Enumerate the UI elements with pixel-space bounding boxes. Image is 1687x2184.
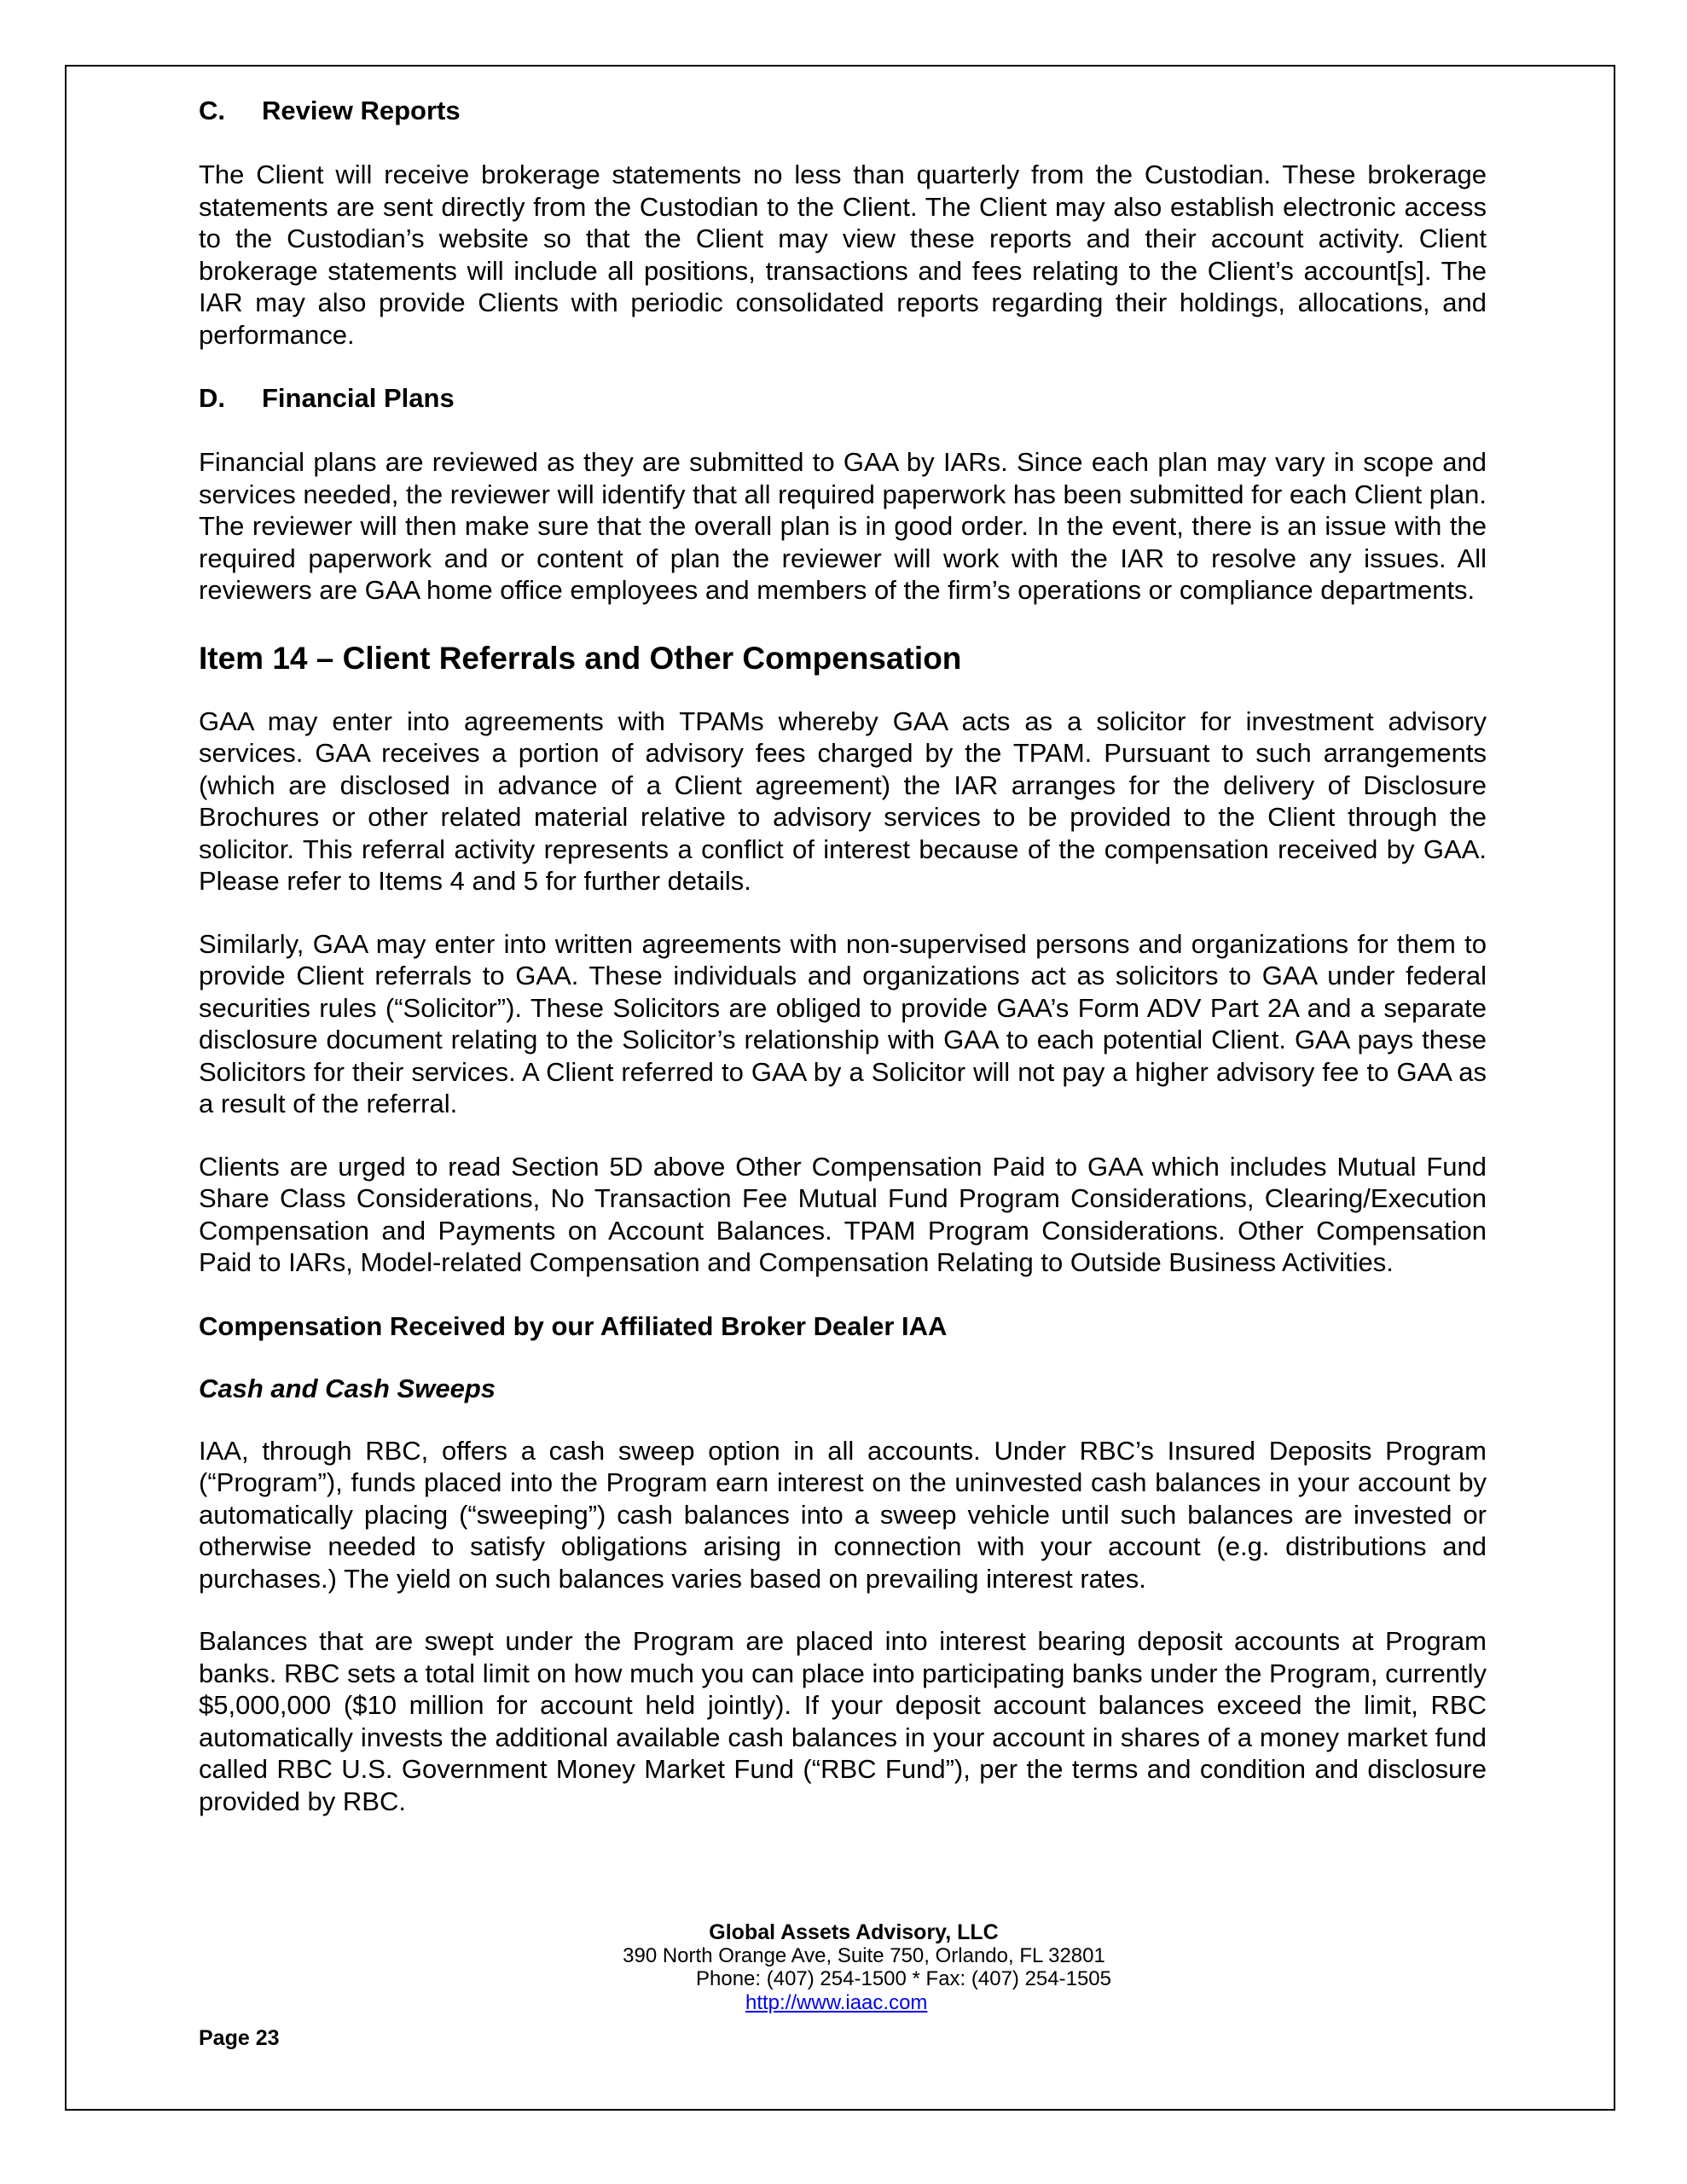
cash-sweeps-paragraph-1: IAA, through RBC, offers a cash sweep option in all accounts. Under RBC’s Insured Deposits Program (“Program”), funds placed into the Program earn interest on the uninvested cash balances in your account by automatically placing (“sweeping”) cash balances into a sweep vehicle until such balances are invested or otherwise needed to satisfy obligations arising in connection with your account (e.g. distributions and purchases.) The yield on such balances varies based on prevailing interest rates. <box>199 1435 1487 1594</box>
section-heading-financial-plans <box>199 381 1487 415</box>
footer-company-name: Global Assets Advisory, LLC <box>709 1920 999 1944</box>
footer-address: 390 North Orange Ave, Suite 750, Orlando, FL 32801 <box>623 1944 1105 1967</box>
referrals-paragraph-1: GAA may enter into agreements with TPAMs whereby GAA acts as a solicitor for investment advisory services. GAA receives a portion of advisory fees charged by the TPAM. Pursuant to such arrangements (which are disclosed in advance of a Client agreement) the IAR arranges for the delivery of Disclosure Brochures or other related material relative to advisory services to be provided to the Client through the solicitor. This referral activity represents a conflict of interest because of the compensation received by GAA. Please refer to Items 4 and 5 for further details. <box>199 706 1487 896</box>
section-heading-review-reports <box>199 94 1487 128</box>
review-reports-paragraph: The Client will receive brokerage statements no less than quarterly from the Custodian. These brokerage statements are sent directly from the Custodian to the Client. The Client may also establish electronic access to the Custodian’s website so that the Client may view these reports and their account activity. Client brokerage statements will include all positions, transactions and fees relating to the Client’s account[s]. The IAR may also provide Clients with periodic consolidated reports regarding their holdings, allocations, and performance. <box>199 160 1487 350</box>
cash-sweeps-heading: Cash and Cash Sweeps <box>199 1373 496 1403</box>
footer-website-link[interactable]: http://www.iaac.com <box>745 1991 928 2014</box>
page-number: Page 23 <box>199 2026 280 2050</box>
document-body <box>199 94 1487 1817</box>
section-title: Review Reports <box>262 96 461 125</box>
item-14-heading: Item 14 – Client Referrals and Other Compensation <box>199 640 962 676</box>
section-letter: C. <box>199 96 225 125</box>
financial-plans-paragraph: Financial plans are reviewed as they are submitted to GAA by IARs. Since each plan may vary in scope and services needed, the reviewer will identify that all required paperwork has been submitted for each Client plan. The reviewer will then make sure that the overall plan is in good order. In the event, there is an issue with the required paperwork and or content of plan the reviewer will work with the IAR to resolve any issues. All reviewers are GAA home office employees and members of the firm’s operations or compliance departments. <box>199 447 1487 605</box>
compensation-heading: Compensation Received by our Affiliated Broker Dealer IAA <box>199 1310 948 1341</box>
cash-sweeps-paragraph-2: Balances that are swept under the Program are placed into interest bearing deposit accounts at Program banks. RBC sets a total limit on how much you can place into participating banks under the Program, currently $5,000,000 ($10 million for account held jointly). If your deposit account balances exceed the limit, RBC automatically invests the additional available cash balances in your account in shares of a money market fund called RBC U.S. Government Money Market Fund (“RBC Fund”), per the terms and condition and disclosure provided by RBC. <box>199 1626 1487 1816</box>
footer-phone: Phone: (407) 254-1500 * Fax: (407) 254-1505 <box>696 1967 1111 1990</box>
section-title: Financial Plans <box>262 383 455 413</box>
referrals-paragraph-2: Similarly, GAA may enter into written agreements with non-supervised persons and organizations for them to provide Client referrals to GAA. These individuals and organizations act as solicitors to GAA under federal securities rules (“Solicitor”). These Solicitors are obliged to provide GAA’s Form ADV Part 2A and a separate disclosure document relating to the Solicitor’s relationship with GAA to each potential Client. GAA pays these Solicitors for their services. A Client referred to GAA by a Solicitor will not pay a higher advisory fee to GAA as a result of the referral. <box>199 928 1487 1118</box>
referrals-paragraph-3: Clients are urged to read Section 5D above Other Compensation Paid to GAA which includes Mutual Fund Share Class Considerations, No Transaction Fee Mutual Fund Program Considerations, Clearing/Execution Compensation and Payments on Account Balances. TPAM Program Considerations. Other Compensation Paid to IARs, Model-related Compensation and Compensation Relating to Outside Business Activities. <box>199 1151 1487 1277</box>
section-letter: D. <box>199 383 225 413</box>
